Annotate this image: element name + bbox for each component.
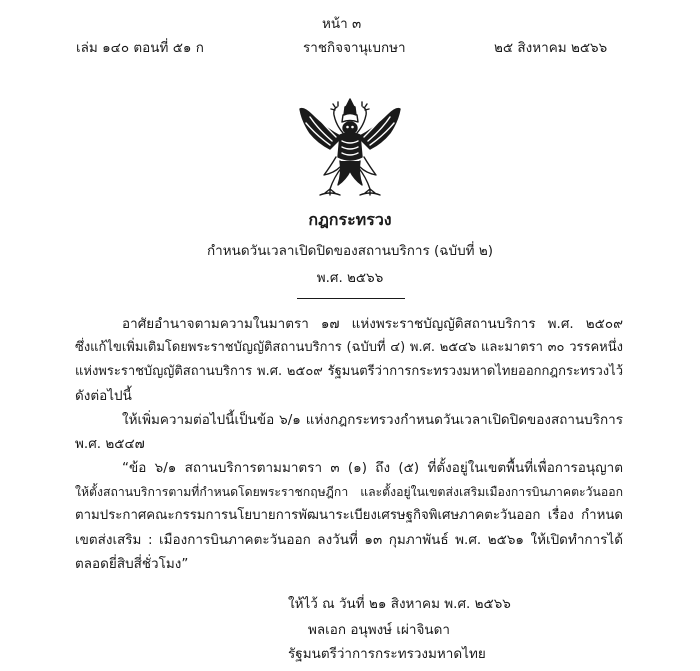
garuda-emblem-icon	[290, 95, 410, 203]
body-line: “ข้อ ๖/๑ สถานบริการตามมาตรา ๓ (๑) ถึง (๕) ที่ตั้งอยู่ในเขตพื้นที่เพื่อการอนุญาต	[122, 460, 623, 476]
title-divider	[297, 298, 405, 299]
body-line: ตลอดยี่สิบสี่ชั่วโมง”	[75, 556, 189, 572]
body-line: ตามประกาศคณะกรรมการนโยบายการพัฒนาระเบียงเศรษฐกิจพิเศษภาคตะวันออก เรื่อง กำหนด	[75, 508, 623, 523]
body-line: ซึ่งแก้ไขเพิ่มเติมโดยพระราชบัญญัติสถานบริการ (ฉบับที่ ๔) พ.ศ. ๒๕๔๖ และมาตรา ๓๐ วรรคหนึ่ง	[75, 340, 623, 355]
body-line: ให้ตั้งสถานบริการตามที่กำหนดโดยพระราชกฤษฎีกา และตั้งอยู่ในเขตส่งเสริมเมืองการบินภาคตะวันออก	[75, 485, 623, 499]
body-line: เขตส่งเสริม : เมืองการบินภาคตะวันออก ลงวันที่ ๑๓ กุมภาพันธ์ พ.ศ. ๒๕๖๑ ให้เปิดทำการได้	[75, 532, 623, 548]
body-line: ดังต่อไปนี้	[75, 388, 132, 404]
body-line: ให้เพิ่มความต่อไปนี้เป็นข้อ ๖/๑ แห่งกฎกระทรวงกำหนดวันเวลาเปิดปิดของสถานบริการ	[122, 412, 623, 428]
publication-date: ๒๕ สิงหาคม ๒๕๖๖	[494, 40, 608, 56]
signature-date: ให้ไว้ ณ วันที่ ๒๑ สิงหาคม พ.ศ. ๒๕๖๖	[288, 596, 511, 612]
document-title: กฎกระทรวง	[308, 210, 392, 229]
body-line: พ.ศ. ๒๕๔๗	[75, 436, 145, 452]
document-subtitle: กำหนดวันเวลาเปิดปิดของสถานบริการ (ฉบับที่ ๒)	[206, 243, 494, 259]
signatory-position: รัฐมนตรีว่าการกระทรวงมหาดไทย	[288, 646, 486, 662]
body-line: อาศัยอำนาจตามความในมาตรา ๑๗ แห่งพระราชบัญญัติสถานบริการ พ.ศ. ๒๕๐๙	[122, 316, 623, 332]
publication-name: ราชกิจจานุเบกษา	[303, 40, 406, 56]
volume-number: เล่ม ๑๔๐ ตอนที่ ๕๑ ก	[76, 40, 204, 56]
body-line: แห่งพระราชบัญญัติสถานบริการ พ.ศ. ๒๕๐๙ รัฐมนตรีว่าการกระทรวงมหาดไทยออกกฎกระทรวงไว้	[75, 364, 623, 379]
page-number: หน้า ๓	[322, 16, 362, 32]
document-year: พ.ศ. ๒๕๖๖	[316, 270, 384, 286]
signatory-name: พลเอก อนุพงษ์ เผ่าจินดา	[308, 622, 450, 638]
